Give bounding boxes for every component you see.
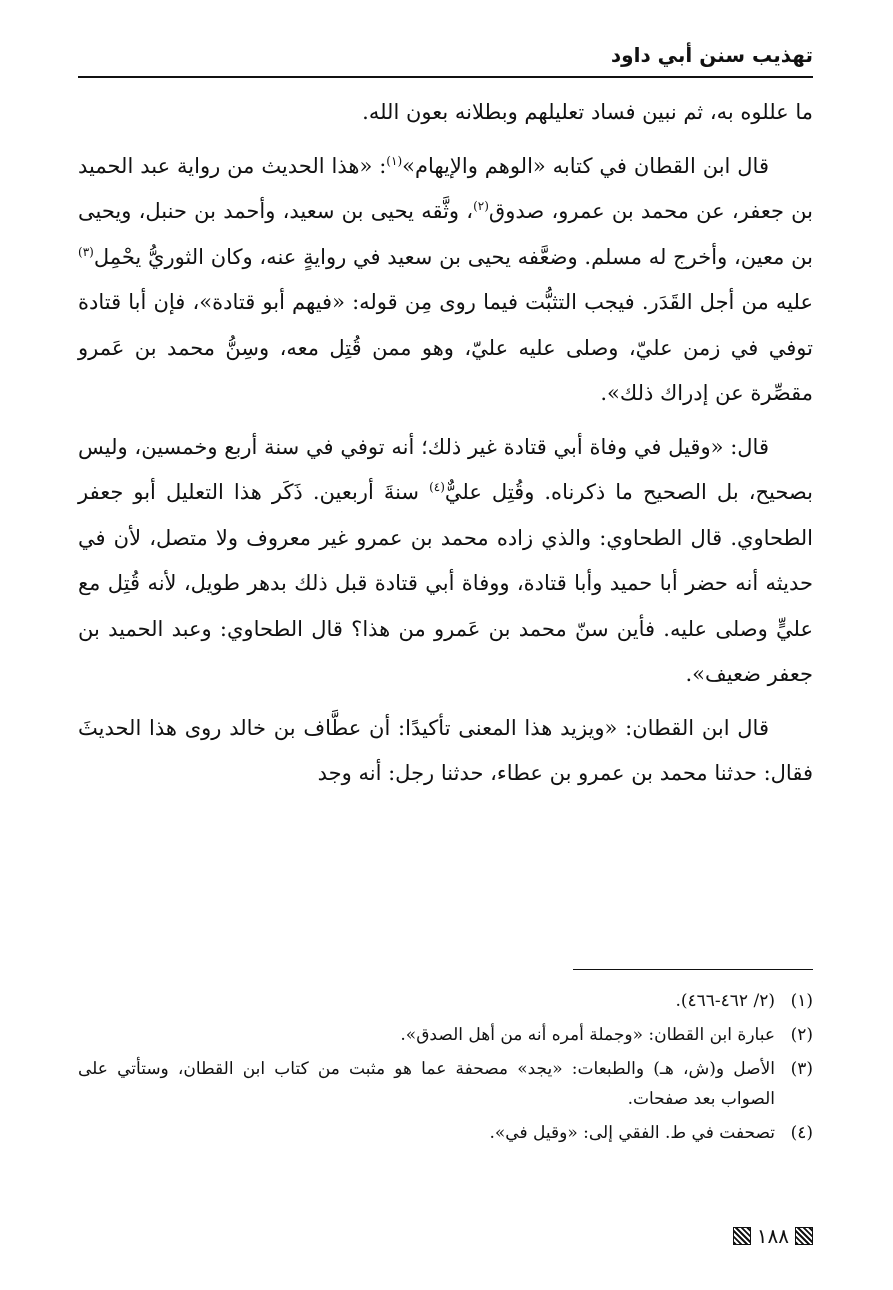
footnote-4 (78, 1118, 813, 1148)
footnote-ref-3[interactable]: (٣) (78, 244, 94, 259)
footnote-2 (78, 1020, 813, 1050)
ornament-icon (733, 1227, 751, 1245)
paragraph-3-part-a: قال: «وقيل في وفاة أبي قتادة غير ذلك؛ أنه توفي في سنة أربع وخمسين، وليس بصحيح، بل الصحيح ما ذكرناه. وقُتِل عليٌّ (78, 434, 813, 504)
paragraph-1: ما عللوه به، ثم نبين فساد تعليلهم وبطلانه بعون الله. (362, 100, 813, 124)
paragraph-2-part-d: عليه من أجل القَدَر. فيجب التثبُّت فيما روى مِن قوله: «فيهم أبو قتادة»، فإن أبا قتادة توفي في زمن عليّ، وصلى عليه عليّ، وهو ممن قُتِل معه، وسِنُّ محمد بن عَمرو مقصِّرة عن إدراك ذلك». (78, 290, 813, 405)
paragraph-2 (78, 144, 813, 417)
footnote-number: (٣) (790, 1059, 813, 1079)
footnote-ref-2[interactable]: (٢) (473, 199, 489, 213)
footnote-text: الأصل و(ش، هـ) والطبعات: «يجد» مصحفة عما هو مثبت من كتاب ابن القطان، وستأتي على الصواب بعد صفحات. (78, 1059, 775, 1109)
footnote-ref-4[interactable]: (٤) (429, 480, 445, 494)
page-folio (733, 1224, 813, 1248)
page-number: ١٨٨ (756, 1224, 789, 1248)
main-text (78, 90, 813, 797)
footnote-number: (١) (790, 991, 813, 1011)
paragraph-2-part-b: : «هذا الحديث من رواية عبد الحميد بن جعفر، عن محمد بن عمرو، صدوق (78, 153, 814, 223)
footnote-text: (٢/ ٤٦٢-٤٦٦). (675, 991, 775, 1011)
footnotes (78, 986, 813, 1152)
footnote-1 (78, 986, 813, 1016)
book-page (78, 36, 813, 1290)
footnote-3 (78, 1054, 813, 1114)
footnote-text: تصحفت في ط. الفقي إلى: «وقيل في». (489, 1123, 775, 1143)
ornament-icon (795, 1227, 813, 1245)
running-title: تهذيب سنن أبي داود (610, 43, 813, 67)
paragraph-3-part-b: سنةَ أربعين. ذَكَر هذا التعليل أبو جعفر الطحاوي. قال الطحاوي: والذي زاده محمد بن عمرو غير معروف ولا متصل، لأن في حديثه أنه حضر أبا حميد وأبا قتادة، ووفاة أبي قتادة قبل ذلك بدهر طويل، لأنه قُتِل مع عليٍّ وصلى عليه. فأين سنّ محمد بن عَمرو من هذا؟ قال الطحاوي: وعبد الحميد بن جعفر ضعيف». (78, 480, 813, 686)
paragraph-2-part-a: قال ابن القطان في كتابه «الوهم والإيهام» (402, 153, 769, 178)
footnote-ref-1[interactable]: (١) (386, 153, 403, 168)
paragraph-3 (78, 425, 813, 698)
footnote-text: عبارة ابن القطان: «وجملة أمره أنه من أهل الصدق». (400, 1025, 775, 1045)
footnote-number: (٢) (790, 1025, 813, 1045)
paragraph-2-part-c: ، وثَّقه يحيى بن سعيد، وأحمد بن حنبل، ويحيى بن معين، وأخرج له مسلم. وضعَّفه يحيى بن سعيد في روايةٍ عنه، وكان الثوريُّ يحْمِل (78, 199, 813, 269)
paragraph-4: قال ابن القطان: «ويزيد هذا المعنى تأكيدًا: أن عطَّاف بن خالد روى هذا الحديثَ فقال: حدثنا محمد بن عمرو بن عطاء، حدثنا رجل: أنه وجد (78, 715, 813, 785)
footnote-number: (٤) (790, 1123, 813, 1143)
footnote-separator (573, 969, 813, 970)
running-head (78, 36, 813, 78)
